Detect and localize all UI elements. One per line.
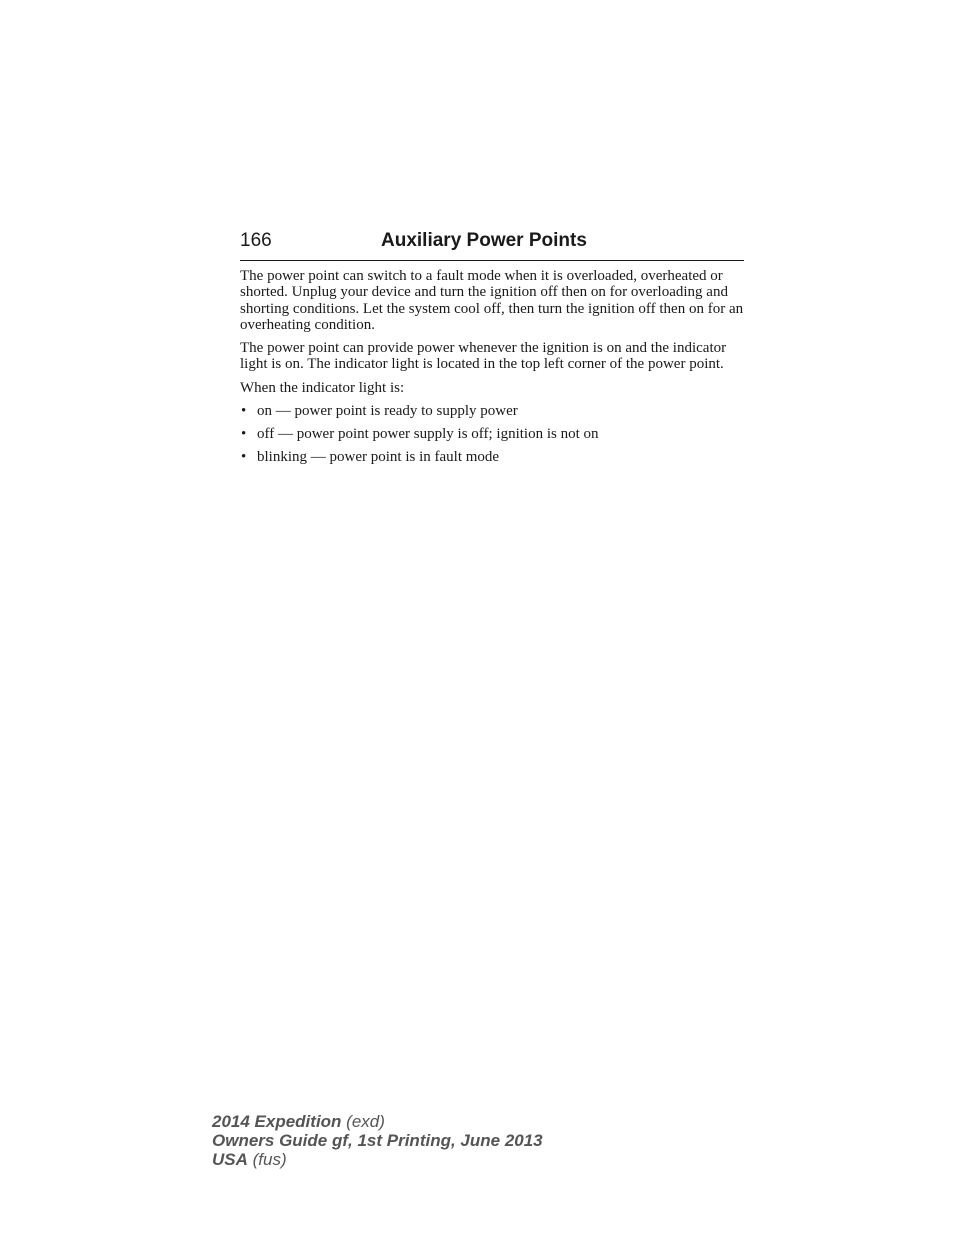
paragraph-indicator-intro: When the indicator light is: [240, 379, 405, 396]
footer-market-code: (fus) [252, 1150, 287, 1169]
footer-market-name: USA [212, 1150, 248, 1169]
list-item [240, 426, 748, 442]
list-item [240, 449, 748, 465]
list-item [240, 403, 748, 419]
list-item-text: blinking — power point is in fault mode [257, 448, 500, 465]
bullet-icon: • [241, 403, 247, 420]
footer-model-name: 2014 Expedition [212, 1112, 342, 1131]
footer-line-market [212, 1150, 543, 1169]
page-header [240, 228, 744, 261]
page-content [240, 268, 748, 472]
paragraph-power-availability: The power point can provide power whenever the ignition is on and the indicator light is on. The indicator light is located in the top left corner of the power point. [240, 340, 727, 373]
footer-line-printing [212, 1131, 543, 1150]
list-item-text: off — power point power supply is off; ignition is not on [257, 425, 599, 442]
footer-line-model [212, 1112, 543, 1131]
paragraph-fault-mode: The power point can switch to a fault mode when it is overloaded, overheated or shorted. Unplug your device and turn the ignition off then on for overloading and shorting conditions. Let the system cool off, then turn the ignition off then on for an overheating condition. [240, 268, 744, 333]
list-item-text: on — power point is ready to supply power [257, 403, 518, 420]
page-footer [212, 1112, 543, 1169]
footer-printing-info: Owners Guide gf, 1st Printing, June 2013 [212, 1131, 543, 1150]
section-title: Auxiliary Power Points [381, 230, 587, 251]
bullet-icon: • [241, 425, 247, 442]
page-number: 166 [240, 230, 272, 251]
indicator-states-list [240, 403, 748, 465]
bullet-icon: • [241, 448, 247, 465]
footer-model-code: (exd) [346, 1112, 385, 1131]
